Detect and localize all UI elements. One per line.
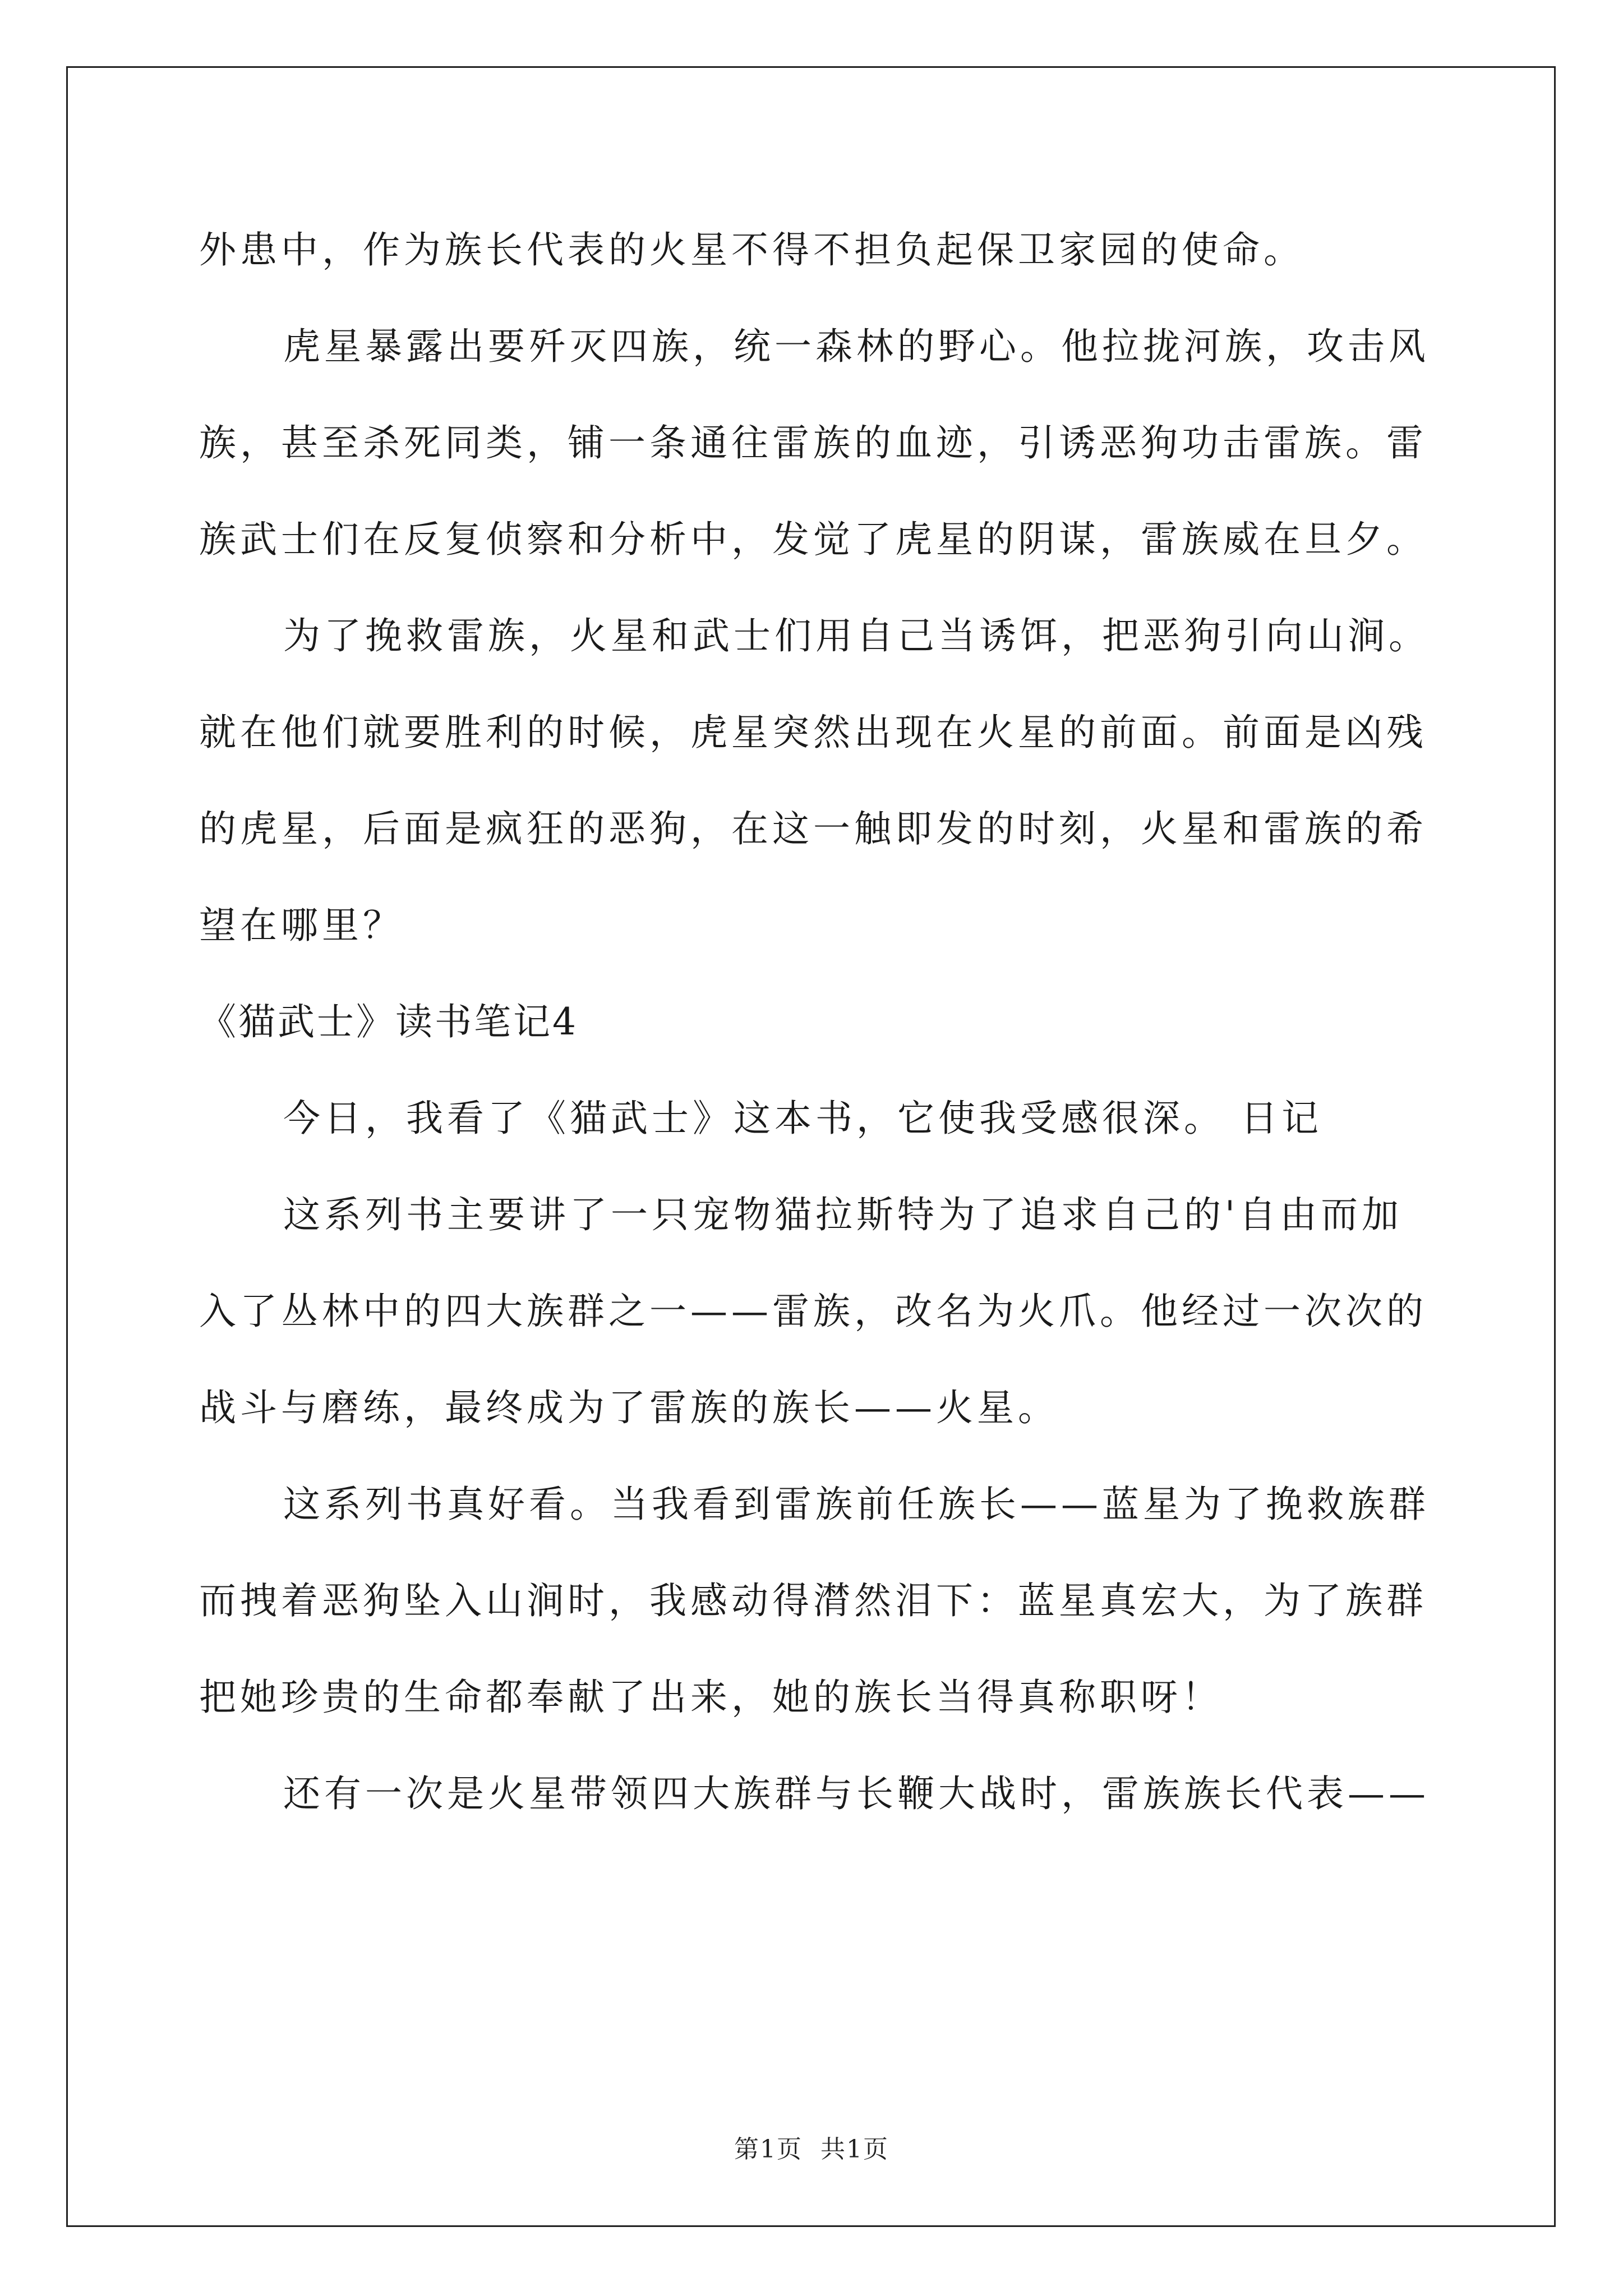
text-line: 战斗与磨练，最终成为了雷族的族长——火星。 [199,1386,1059,1429]
text-line: 这系列书真好看。当我看到雷族前任族长——蓝星为了挽救族群 [283,1483,1430,1526]
text-line: 外患中，作为族长代表的火星不得不担负起保卫家园的使命。 [199,228,1304,272]
text-line: 的虎星，后面是疯狂的恶狗，在这一触即发的时刻，火星和雷族的希 [199,807,1427,850]
section-heading: 《猫武士》读书笔记4 [199,1000,578,1043]
text-line: 就在他们就要胜利的时候，虎星突然出现在火星的前面。前面是凶残 [199,711,1427,754]
text-line: 族武士们在反复侦察和分析中，发觉了虎星的阴谋，雷族威在旦夕。 [199,518,1427,561]
text-line: 族，甚至杀死同类，铺一条通往雷族的血迹，引诱恶狗功击雷族。雷 [199,421,1427,464]
text-line: 虎星暴露出要歼灭四族，统一森林的野心。他拉拢河族，攻击风 [283,325,1430,368]
text-line: 入了丛林中的四大族群之一——雷族，改名为火爪。他经过一次次的 [199,1290,1427,1333]
text-line: 望在哪里？ [199,904,404,947]
text-line: 今日，我看了《猫武士》这本书，它使我受感很深。 日记 [283,1097,1322,1140]
text-line: 把她珍贵的生命都奉献了出来，她的族长当得真称职呀！ [199,1676,1223,1719]
text-line: 为了挽救雷族，火星和武士们用自己当诱饵，把恶狗引向山涧。 [283,614,1430,657]
text-line: 这系列书主要讲了一只宠物猫拉斯特为了追求自己的'自由而加 [283,1193,1403,1236]
document-body [199,202,1433,1842]
page-number-footer: 第1页 共1页 [734,2135,889,2164]
text-line: 还有一次是火星带领四大族群与长鞭大战时，雷族族长代表—— [283,1772,1430,1815]
text-line: 而拽着恶狗坠入山涧时，我感动得潸然泪下：蓝星真宏大，为了族群 [199,1579,1427,1622]
